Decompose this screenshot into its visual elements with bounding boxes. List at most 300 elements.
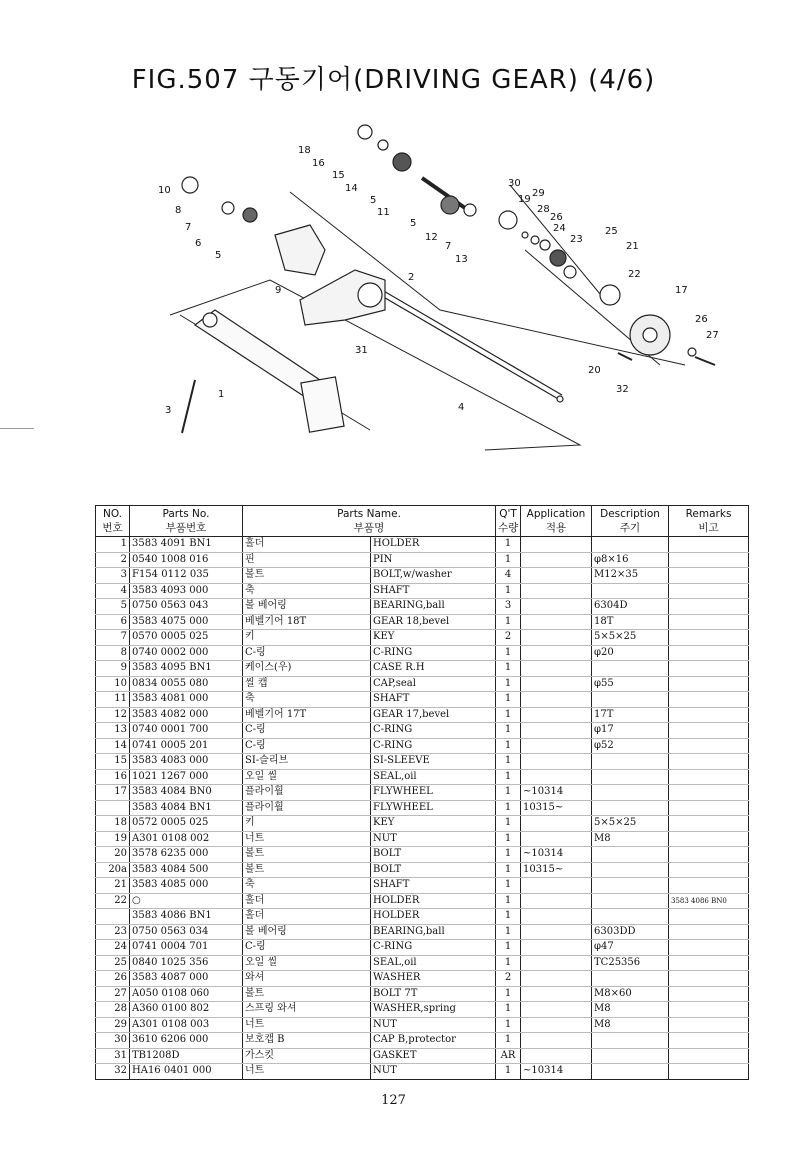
row-part-no: ○ bbox=[130, 893, 243, 909]
row-no: 27 bbox=[96, 986, 130, 1002]
row-name-kr: 보호캡 B bbox=[243, 1033, 371, 1049]
row-qty: AR bbox=[496, 1048, 521, 1064]
callout-label: 22 bbox=[628, 269, 641, 280]
row-application bbox=[521, 1017, 592, 1033]
row-application bbox=[521, 1033, 592, 1049]
row-name-kr: 너트 bbox=[243, 1064, 371, 1080]
row-name-kr: C-링 bbox=[243, 940, 371, 956]
row-no: 6 bbox=[96, 614, 130, 630]
row-name-kr: 볼트 bbox=[243, 862, 371, 878]
header-qt: Q'T 수량 bbox=[496, 506, 521, 537]
row-application bbox=[521, 754, 592, 770]
row-application bbox=[521, 955, 592, 971]
row-part-no: A301 0108 002 bbox=[130, 831, 243, 847]
row-remarks bbox=[669, 955, 749, 971]
row-name-en: NUT bbox=[371, 1064, 496, 1080]
table-row bbox=[96, 630, 749, 646]
row-name-en: PIN bbox=[371, 552, 496, 568]
row-remarks bbox=[669, 924, 749, 940]
row-no: 2 bbox=[96, 552, 130, 568]
row-part-no: 3583 4087 000 bbox=[130, 971, 243, 987]
table-row bbox=[96, 862, 749, 878]
row-part-no: 3583 4075 000 bbox=[130, 614, 243, 630]
table-row bbox=[96, 831, 749, 847]
row-name-kr: 너트 bbox=[243, 1017, 371, 1033]
callout-label: 16 bbox=[312, 158, 325, 169]
row-part-no: 0741 0005 201 bbox=[130, 738, 243, 754]
row-remarks bbox=[669, 645, 749, 661]
table-row bbox=[96, 1048, 749, 1064]
row-remarks bbox=[669, 599, 749, 615]
row-remarks bbox=[669, 754, 749, 770]
row-part-no: 0840 1025 356 bbox=[130, 955, 243, 971]
row-application: 10315~ bbox=[521, 862, 592, 878]
row-name-kr: 볼트 bbox=[243, 986, 371, 1002]
row-description: M8 bbox=[592, 831, 669, 847]
row-name-kr: SI-슬리브 bbox=[243, 754, 371, 770]
row-name-kr: 스프링 와셔 bbox=[243, 1002, 371, 1018]
row-no: 1 bbox=[96, 537, 130, 553]
row-qty: 1 bbox=[496, 893, 521, 909]
row-qty: 1 bbox=[496, 614, 521, 630]
table-row bbox=[96, 552, 749, 568]
row-application bbox=[521, 816, 592, 832]
row-description bbox=[592, 878, 669, 894]
row-no bbox=[96, 909, 130, 925]
row-qty: 1 bbox=[496, 847, 521, 863]
row-no: 7 bbox=[96, 630, 130, 646]
row-name-kr: 케이스(우) bbox=[243, 661, 371, 677]
row-qty: 1 bbox=[496, 676, 521, 692]
row-no: 14 bbox=[96, 738, 130, 754]
row-part-no: A050 0108 060 bbox=[130, 986, 243, 1002]
row-description bbox=[592, 769, 669, 785]
row-application bbox=[521, 971, 592, 987]
row-part-no: 0834 0055 080 bbox=[130, 676, 243, 692]
row-remarks bbox=[669, 986, 749, 1002]
row-name-en: SHAFT bbox=[371, 692, 496, 708]
table-row bbox=[96, 568, 749, 584]
callout-label: 28 bbox=[537, 204, 550, 215]
header-application: Application 적용 bbox=[521, 506, 592, 537]
table-row bbox=[96, 955, 749, 971]
row-remarks bbox=[669, 847, 749, 863]
row-remarks bbox=[669, 800, 749, 816]
row-no: 23 bbox=[96, 924, 130, 940]
row-description bbox=[592, 893, 669, 909]
row-no: 31 bbox=[96, 1048, 130, 1064]
row-name-kr: C-링 bbox=[243, 738, 371, 754]
row-name-en: C-RING bbox=[371, 645, 496, 661]
page-number: 127 bbox=[381, 1093, 406, 1108]
table-row bbox=[96, 847, 749, 863]
row-remarks bbox=[669, 723, 749, 739]
row-application bbox=[521, 1002, 592, 1018]
row-name-en: HOLDER bbox=[371, 893, 496, 909]
row-no: 24 bbox=[96, 940, 130, 956]
row-application bbox=[521, 583, 592, 599]
row-remarks bbox=[669, 707, 749, 723]
row-no: 28 bbox=[96, 1002, 130, 1018]
row-part-no: 3583 4086 BN1 bbox=[130, 909, 243, 925]
row-description bbox=[592, 1048, 669, 1064]
table-row bbox=[96, 986, 749, 1002]
row-application bbox=[521, 599, 592, 615]
row-name-en: HOLDER bbox=[371, 909, 496, 925]
callout-label: 12 bbox=[425, 232, 438, 243]
row-description bbox=[592, 800, 669, 816]
row-no: 29 bbox=[96, 1017, 130, 1033]
table-row bbox=[96, 940, 749, 956]
row-application bbox=[521, 661, 592, 677]
callout-label: 30 bbox=[508, 178, 521, 189]
callout-label: 20 bbox=[588, 365, 601, 376]
row-part-no: TB1208D bbox=[130, 1048, 243, 1064]
row-name-en: SEAL,oil bbox=[371, 955, 496, 971]
row-qty: 1 bbox=[496, 940, 521, 956]
row-remarks bbox=[669, 1064, 749, 1080]
row-qty: 1 bbox=[496, 878, 521, 894]
callout-label: 5 bbox=[370, 195, 377, 206]
row-no: 12 bbox=[96, 707, 130, 723]
callout-label: 1 bbox=[218, 389, 225, 400]
row-no: 15 bbox=[96, 754, 130, 770]
row-no: 9 bbox=[96, 661, 130, 677]
callout-label: 25 bbox=[605, 226, 618, 237]
callout-label: 27 bbox=[706, 330, 719, 341]
row-part-no: 0741 0004 701 bbox=[130, 940, 243, 956]
row-qty: 1 bbox=[496, 1017, 521, 1033]
callout-label: 14 bbox=[345, 183, 358, 194]
row-description bbox=[592, 661, 669, 677]
row-no: 21 bbox=[96, 878, 130, 894]
row-application bbox=[521, 986, 592, 1002]
row-qty: 1 bbox=[496, 816, 521, 832]
table-row bbox=[96, 583, 749, 599]
row-remarks bbox=[669, 661, 749, 677]
row-application bbox=[521, 738, 592, 754]
row-remarks bbox=[669, 831, 749, 847]
row-no: 4 bbox=[96, 583, 130, 599]
row-application bbox=[521, 878, 592, 894]
row-name-en: CAP B,protector bbox=[371, 1033, 496, 1049]
row-description: M8 bbox=[592, 1017, 669, 1033]
row-name-en: C-RING bbox=[371, 940, 496, 956]
row-no: 17 bbox=[96, 785, 130, 801]
row-remarks bbox=[669, 738, 749, 754]
table-row bbox=[96, 707, 749, 723]
callout-label: 6 bbox=[195, 238, 202, 249]
row-qty: 1 bbox=[496, 661, 521, 677]
row-part-no: 3583 4083 000 bbox=[130, 754, 243, 770]
table-row bbox=[96, 785, 749, 801]
row-qty: 1 bbox=[496, 583, 521, 599]
row-name-kr: 오일 씰 bbox=[243, 769, 371, 785]
table-row bbox=[96, 738, 749, 754]
row-name-en: KEY bbox=[371, 816, 496, 832]
row-name-en: GEAR 17,bevel bbox=[371, 707, 496, 723]
table-row bbox=[96, 692, 749, 708]
row-name-en: BEARING,ball bbox=[371, 599, 496, 615]
row-part-no: 1021 1267 000 bbox=[130, 769, 243, 785]
row-part-no: 3583 4091 BN1 bbox=[130, 537, 243, 553]
callout-label: 7 bbox=[185, 222, 192, 233]
row-qty: 1 bbox=[496, 785, 521, 801]
row-description: 5×5×25 bbox=[592, 816, 669, 832]
row-name-en: C-RING bbox=[371, 738, 496, 754]
row-name-kr: 너트 bbox=[243, 831, 371, 847]
row-qty: 1 bbox=[496, 769, 521, 785]
row-name-kr: 키 bbox=[243, 630, 371, 646]
row-name-kr: 축 bbox=[243, 583, 371, 599]
callout-label: 4 bbox=[458, 402, 465, 413]
row-no: 13 bbox=[96, 723, 130, 739]
row-description bbox=[592, 909, 669, 925]
row-application bbox=[521, 909, 592, 925]
row-qty: 1 bbox=[496, 862, 521, 878]
row-qty: 1 bbox=[496, 738, 521, 754]
row-name-en: WASHER,spring bbox=[371, 1002, 496, 1018]
table-row bbox=[96, 599, 749, 615]
row-application bbox=[521, 1048, 592, 1064]
row-remarks: 3583 4086 BN0 bbox=[669, 893, 749, 909]
row-description bbox=[592, 862, 669, 878]
row-part-no: 3583 4093 000 bbox=[130, 583, 243, 599]
row-part-no: HA16 0401 000 bbox=[130, 1064, 243, 1080]
row-no: 3 bbox=[96, 568, 130, 584]
row-part-no: 0570 0005 025 bbox=[130, 630, 243, 646]
row-name-en: FLYWHEEL bbox=[371, 785, 496, 801]
row-name-kr: 베벨기어 18T bbox=[243, 614, 371, 630]
row-name-en: BOLT bbox=[371, 847, 496, 863]
row-description bbox=[592, 1033, 669, 1049]
row-part-no: A301 0108 003 bbox=[130, 1017, 243, 1033]
table-row bbox=[96, 645, 749, 661]
row-name-kr: 와셔 bbox=[243, 971, 371, 987]
row-description: φ8×16 bbox=[592, 552, 669, 568]
row-name-kr: C-링 bbox=[243, 645, 371, 661]
callout-label: 9 bbox=[275, 285, 282, 296]
row-name-en: BOLT 7T bbox=[371, 986, 496, 1002]
row-application bbox=[521, 552, 592, 568]
row-description bbox=[592, 1064, 669, 1080]
row-qty: 1 bbox=[496, 723, 521, 739]
row-no: 22 bbox=[96, 893, 130, 909]
callout-label: 31 bbox=[355, 345, 368, 356]
row-no: 20 bbox=[96, 847, 130, 863]
row-name-kr: 축 bbox=[243, 878, 371, 894]
row-name-en: SEAL,oil bbox=[371, 769, 496, 785]
callout-labels bbox=[158, 145, 719, 416]
table-row bbox=[96, 537, 749, 553]
table-row bbox=[96, 878, 749, 894]
row-qty: 3 bbox=[496, 599, 521, 615]
row-description: M12×35 bbox=[592, 568, 669, 584]
row-description: 17T bbox=[592, 707, 669, 723]
row-name-kr: 씰 캡 bbox=[243, 676, 371, 692]
callout-label: 32 bbox=[616, 384, 629, 395]
table-row bbox=[96, 1002, 749, 1018]
row-remarks bbox=[669, 971, 749, 987]
row-qty: 1 bbox=[496, 692, 521, 708]
row-no: 10 bbox=[96, 676, 130, 692]
row-qty: 2 bbox=[496, 630, 521, 646]
row-description: φ17 bbox=[592, 723, 669, 739]
row-no: 26 bbox=[96, 971, 130, 987]
row-name-en: KEY bbox=[371, 630, 496, 646]
row-part-no: 0750 0563 034 bbox=[130, 924, 243, 940]
callout-label: 5 bbox=[215, 250, 222, 261]
row-name-en: FLYWHEEL bbox=[371, 800, 496, 816]
row-remarks bbox=[669, 583, 749, 599]
row-remarks bbox=[669, 940, 749, 956]
row-name-kr: 키 bbox=[243, 816, 371, 832]
callout-label: 10 bbox=[158, 185, 171, 196]
row-qty: 1 bbox=[496, 1033, 521, 1049]
row-qty: 1 bbox=[496, 754, 521, 770]
row-description: φ55 bbox=[592, 676, 669, 692]
row-remarks bbox=[669, 614, 749, 630]
row-no bbox=[96, 800, 130, 816]
row-application bbox=[521, 940, 592, 956]
row-qty: 1 bbox=[496, 707, 521, 723]
row-application bbox=[521, 723, 592, 739]
row-name-en: GASKET bbox=[371, 1048, 496, 1064]
table-row bbox=[96, 723, 749, 739]
callout-label: 3 bbox=[165, 405, 172, 416]
row-qty: 1 bbox=[496, 800, 521, 816]
row-no: 32 bbox=[96, 1064, 130, 1080]
row-name-kr: 홀더 bbox=[243, 909, 371, 925]
row-description: M8×60 bbox=[592, 986, 669, 1002]
row-part-no: 3583 4081 000 bbox=[130, 692, 243, 708]
row-qty: 1 bbox=[496, 1002, 521, 1018]
row-application bbox=[521, 924, 592, 940]
row-qty: 1 bbox=[496, 986, 521, 1002]
row-part-no: F154 0112 035 bbox=[130, 568, 243, 584]
margin-mark bbox=[0, 428, 34, 429]
row-name-kr: 볼트 bbox=[243, 847, 371, 863]
row-application bbox=[521, 537, 592, 553]
row-remarks bbox=[669, 552, 749, 568]
row-name-en: SHAFT bbox=[371, 878, 496, 894]
row-name-en: SI-SLEEVE bbox=[371, 754, 496, 770]
row-no: 30 bbox=[96, 1033, 130, 1049]
row-name-kr: 축 bbox=[243, 692, 371, 708]
row-description bbox=[592, 583, 669, 599]
row-description: φ20 bbox=[592, 645, 669, 661]
table-row bbox=[96, 614, 749, 630]
row-name-en: CAP,seal bbox=[371, 676, 496, 692]
row-name-en: C-RING bbox=[371, 723, 496, 739]
callout-label: 2 bbox=[408, 272, 415, 283]
row-remarks bbox=[669, 1033, 749, 1049]
table-row bbox=[96, 676, 749, 692]
page-title: FIG.507 구동기어(DRIVING GEAR) (4/6) bbox=[131, 65, 656, 96]
row-remarks bbox=[669, 816, 749, 832]
row-part-no: 0740 0002 000 bbox=[130, 645, 243, 661]
row-remarks bbox=[669, 1017, 749, 1033]
row-remarks bbox=[669, 909, 749, 925]
row-part-no: 3583 4085 000 bbox=[130, 878, 243, 894]
row-name-en: NUT bbox=[371, 1017, 496, 1033]
row-name-en: NUT bbox=[371, 831, 496, 847]
row-description bbox=[592, 754, 669, 770]
row-no: 11 bbox=[96, 692, 130, 708]
callout-label: 19 bbox=[518, 194, 531, 205]
row-name-en: CASE R.H bbox=[371, 661, 496, 677]
row-remarks bbox=[669, 537, 749, 553]
row-qty: 1 bbox=[496, 552, 521, 568]
parts-table bbox=[95, 505, 749, 1080]
row-part-no: 0572 0005 025 bbox=[130, 816, 243, 832]
row-description: M8 bbox=[592, 1002, 669, 1018]
table-row bbox=[96, 754, 749, 770]
table-row bbox=[96, 769, 749, 785]
row-no: 8 bbox=[96, 645, 130, 661]
row-part-no: 3583 4084 BN0 bbox=[130, 785, 243, 801]
row-remarks bbox=[669, 692, 749, 708]
row-name-kr: 플라이휠 bbox=[243, 800, 371, 816]
row-part-no: 3583 4082 000 bbox=[130, 707, 243, 723]
callout-label: 18 bbox=[298, 145, 311, 156]
row-description bbox=[592, 971, 669, 987]
row-qty: 4 bbox=[496, 568, 521, 584]
table-row bbox=[96, 893, 749, 909]
row-qty: 1 bbox=[496, 924, 521, 940]
row-part-no: 3583 4084 BN1 bbox=[130, 800, 243, 816]
callout-label: 15 bbox=[332, 170, 345, 181]
row-remarks bbox=[669, 630, 749, 646]
row-no: 25 bbox=[96, 955, 130, 971]
row-application bbox=[521, 676, 592, 692]
row-remarks bbox=[669, 769, 749, 785]
row-part-no: 0750 0563 043 bbox=[130, 599, 243, 615]
row-application: 10315~ bbox=[521, 800, 592, 816]
header-description: Description 주기 bbox=[592, 506, 669, 537]
row-name-kr: 핀 bbox=[243, 552, 371, 568]
header-remarks: Remarks 비고 bbox=[669, 506, 749, 537]
row-remarks bbox=[669, 878, 749, 894]
row-remarks bbox=[669, 676, 749, 692]
header-parts-name: Parts Name. 부품명 bbox=[243, 506, 496, 537]
table-row bbox=[96, 800, 749, 816]
row-name-en: BOLT bbox=[371, 862, 496, 878]
row-application: ~10314 bbox=[521, 785, 592, 801]
row-description: 5×5×25 bbox=[592, 630, 669, 646]
table-row bbox=[96, 816, 749, 832]
row-name-kr: 오일 씰 bbox=[243, 955, 371, 971]
row-name-en: GEAR 18,bevel bbox=[371, 614, 496, 630]
row-description bbox=[592, 847, 669, 863]
row-description: TC25356 bbox=[592, 955, 669, 971]
row-application: ~10314 bbox=[521, 847, 592, 863]
table-row bbox=[96, 909, 749, 925]
row-name-kr: 볼 베어링 bbox=[243, 924, 371, 940]
callout-label: 13 bbox=[455, 254, 468, 265]
header-no: NO. 번호 bbox=[96, 506, 130, 537]
row-part-no: 3610 6206 000 bbox=[130, 1033, 243, 1049]
row-qty: 1 bbox=[496, 909, 521, 925]
row-name-kr: 홀더 bbox=[243, 537, 371, 553]
row-no: 19 bbox=[96, 831, 130, 847]
table-row bbox=[96, 1064, 749, 1080]
row-description bbox=[592, 692, 669, 708]
row-application bbox=[521, 769, 592, 785]
row-part-no: 3583 4095 BN1 bbox=[130, 661, 243, 677]
callout-label: 26 bbox=[550, 212, 563, 223]
row-part-no: 0740 0001 700 bbox=[130, 723, 243, 739]
